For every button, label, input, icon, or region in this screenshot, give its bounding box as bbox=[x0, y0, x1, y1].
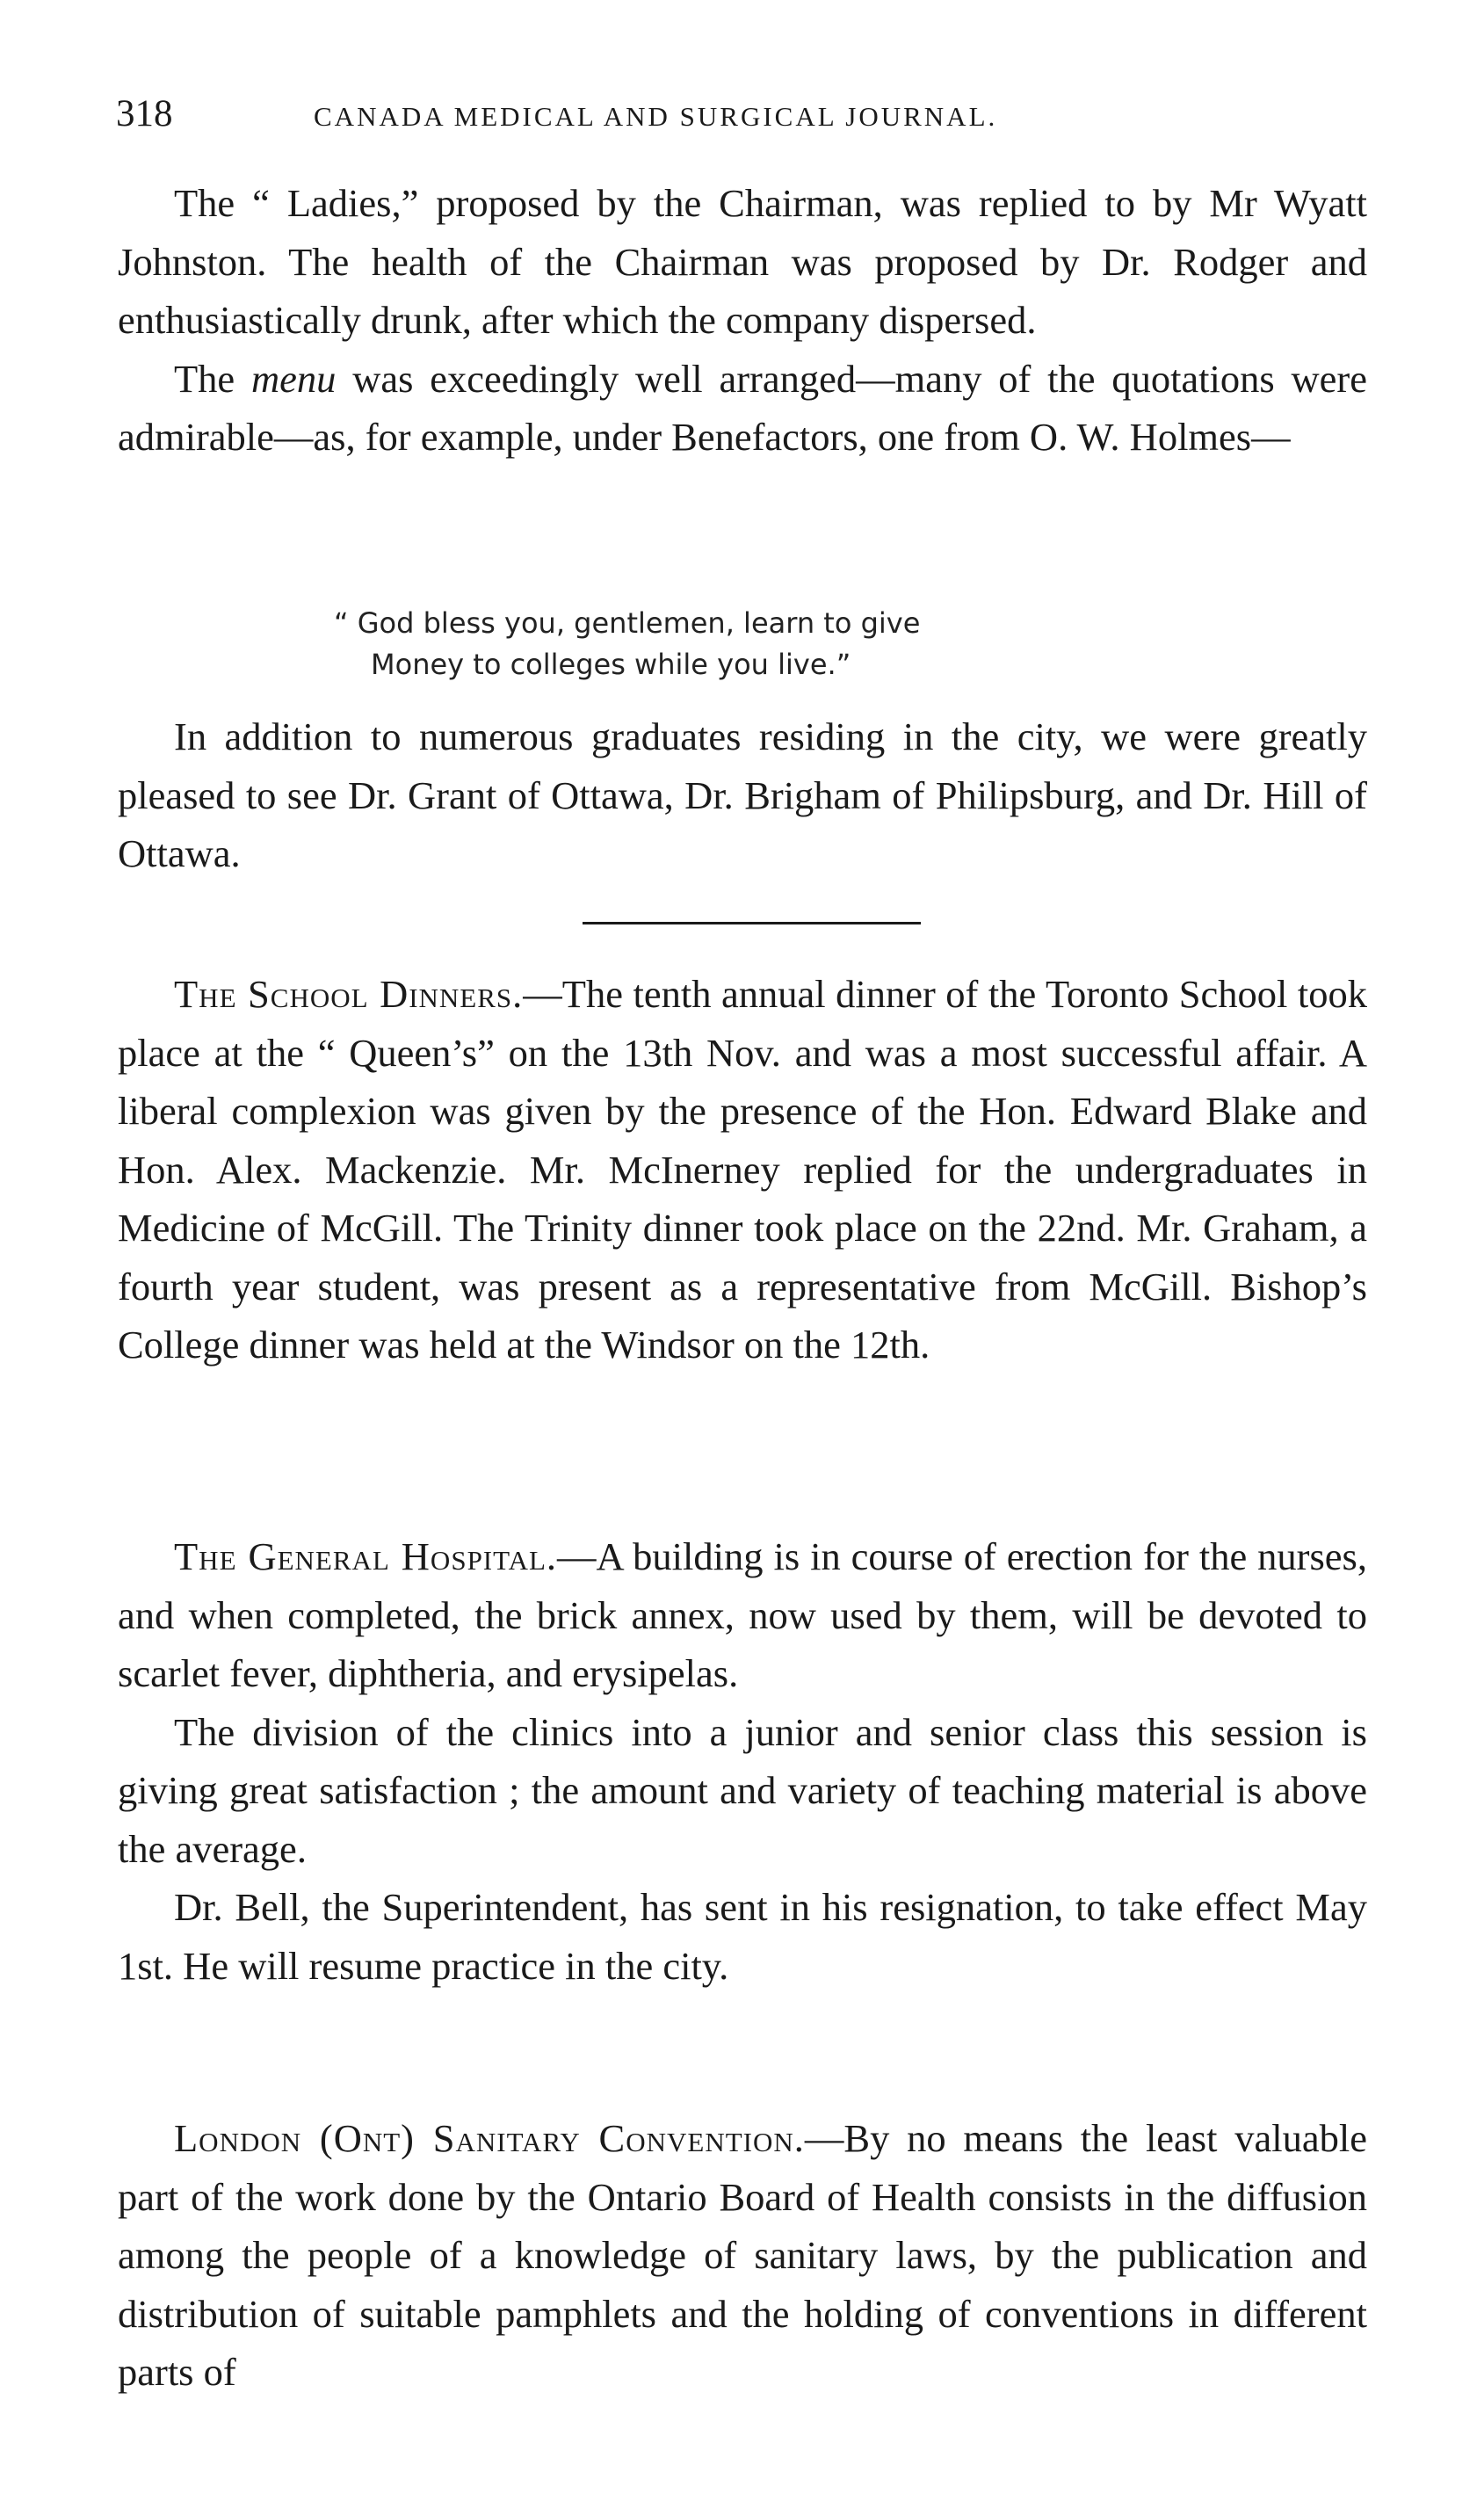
quote-line: “ God bless you, gentlemen, learn to give bbox=[334, 606, 921, 640]
page-header bbox=[116, 88, 1364, 149]
ladies-toast-paragraph: The “ Ladies,” proposed by the Chairman, was replied to by Mr Wyatt Johnston. The health of the Chairman was proposed by Dr. Rodger and enthusiastically drunk, after which the company dispersed. bbox=[118, 181, 1367, 342]
quote-line: Money to colleges while you live.” bbox=[371, 648, 851, 681]
sanitary-convention-paragraph: London (Ont) Sanitary Convention.—By no means the least valuable part of the work done by the Ontario Board of Health consists in the diffusion among the people of a knowledge of sanitary laws, by the publication and distribution of suitable pamphlets and the holding of conventions in different parts of bbox=[118, 2116, 1367, 2394]
school-dinners-section bbox=[118, 965, 1367, 1374]
superintendent-paragraph: Dr. Bell, the Superintendent, has sent in his resignation, to take effect May 1st. He will resume practice in the city. bbox=[118, 1885, 1367, 1988]
general-hospital-section bbox=[118, 1527, 1367, 1995]
hospital-paragraph: The General Hospital.—A building is in course of erection for the nurses, and when completed, the brick annex, now used by them, will be devoted to scarlet fever, diphtheria, and erysipelas. bbox=[118, 1534, 1367, 1695]
guests-paragraph: In addition to numerous graduates residing in the city, we were greatly pleased to see Dr. Grant of Ottawa, Dr. Brigham of Philipsburg, and Dr. Hill of Ottawa. bbox=[118, 714, 1367, 875]
dinner-report-continuation bbox=[118, 174, 1367, 467]
menu-paragraph: The menu was exceedingly well arranged—many of the quotations were admirable—as, for example, under Benefactors, one from O. W. Holmes— bbox=[118, 356, 1367, 459]
page-number: 318 bbox=[116, 93, 173, 134]
running-title: CANADA MEDICAL AND SURGICAL JOURNAL. bbox=[314, 101, 998, 132]
school-dinners-paragraph: The School Dinners.—The tenth annual dinner of the Toronto School took place at the “ Queen’s” on the 13th Nov. and was a most successful affair. A liberal complexion was given by the presence of the Hon. Edward Blake and Hon. Alex. Mackenzie. Mr. McInerney replied for the undergraduates in Medicine of McGill. The Trinity dinner took place on the 22nd. Mr. Graham, a fourth year student, was present as a representative from McGill. Bishop’s College dinner was held at the Windsor on the 12th. bbox=[118, 972, 1367, 1367]
clinics-paragraph: The division of the clinics into a junior and senior class this session is giving great satisfaction ; the amount and variety of teaching material is above the average. bbox=[118, 1709, 1367, 1871]
section-heading: The General Hospital. bbox=[174, 1534, 558, 1578]
section-divider bbox=[583, 922, 921, 924]
sanitary-convention-section bbox=[118, 2109, 1367, 2402]
menu-word: menu bbox=[251, 356, 337, 401]
holmes-quotation bbox=[334, 603, 1169, 685]
guests-block bbox=[118, 707, 1367, 883]
section-heading: London (Ont) Sanitary Convention. bbox=[174, 2116, 805, 2160]
section-heading: The School Dinners. bbox=[174, 972, 524, 1016]
